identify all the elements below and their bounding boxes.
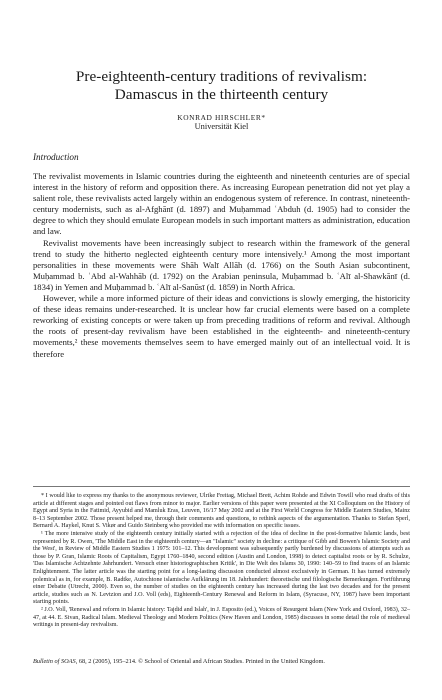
footnote: * I would like to express my thanks to the anonymous reviewer, Ulrike Freitag, Michael Brett, Achim Rohde and Edwin Towill who read drafts of this article at different stages and pointed out flaws from minor to major. Earlier versions of this paper were presented at the XI Colloquium on the History of Egypt and Syria in the Fatimid, Ayyubid and Mamluk Eras, Leuven, 16/17 May 2002 and at the First World Congress for Middle Eastern Studies, Mainz 8–13 September 2002. Those present helped me, through their comments and questions, to rethink aspects of the argumentation. Thanks to Stefan Sperl, Bernard A. Haykel, Knut S. Vikør and Guido Steinberg who provided me with information on specific issues.: [33, 493, 410, 530]
body-paragraph: However, while a more informed picture of their ideas and convictions is slowly emerging, the historicity of these ideas remains under-researched. It is unclear how far crucial elements were based on a complete reworking of existing concepts or were taken up from preceding traditions of reform and revival. Although the roots of present-day revivalism have been established in the eighteenth- and nineteenth-century movements,² these movements themselves seem to have emerged mainly out of an intellectual void. It is therefore: [33, 293, 410, 359]
section-heading: Introduction: [33, 152, 79, 162]
footnote: ² J.O. Voll, 'Renewal and reform in Islamic history: Tajdid and Islah', in J. Esposito (ed.), Voices of Resurgent Islam (New York and Oxford, 1983), 32–47, at 44. E. Sivan, Radical Islam. Medieval Theology and Modern Politics (New Haven and London, 1985) discusses in some detail the role of medieval writings in present-day revivalism.: [33, 606, 410, 629]
footnote-rule: [33, 486, 410, 487]
body-paragraph: The revivalist movements in Islamic countries during the eighteenth and nineteenth centuries are of special interest in the history of reform and opposition there. As increasing European penetration did not yet play a salient role, these revivalists acted largely within an endogenous system of reference. In contrast, nineteenth-century modernists, such as al-Afghānī (d. 1897) and Muḥammad ʿAbduh (d. 1905) had to consider the degree to which they should emulate European models in such important matters as administration, education and law.: [33, 171, 410, 237]
author-name: KONRAD HIRSCHLER*: [177, 113, 266, 122]
journal-name: Bulletin of SOAS: [33, 658, 76, 665]
journal-citation: , 68, 2 (2005), 195–214. © School of Oriental and African Studies. Printed in the United Kingdom.: [75, 658, 325, 665]
body-paragraph: Revivalist movements have been increasingly subject to research within the framework of the general trend to study the hitherto neglected eighteenth century more intensively.¹ Among the most important personalities in these movements were Shāh Walī Allāh (d. 1766) on the South Asian subcontinent, Muḥammad b. ʿAbd al-Wahhāb (d. 1792) on the Arabian peninsula, Muḥammad b. ʿAlī al-Shawkānī (d. 1834) in Yemen and Muḥammad b. ʿAlī al-Sanūsī (d. 1859) in North Africa.: [33, 237, 410, 292]
page-footer: [33, 658, 410, 666]
author-affiliation: Universität Kiel: [194, 122, 249, 131]
article-title: [33, 68, 410, 104]
title-line-2: Damascus in the thirteenth century: [114, 86, 329, 103]
footnotes: [33, 486, 410, 630]
footnote: ¹ The more intensive study of the eighteenth century initially started with a rejection of the idea of decline in the post-formative Islamic lands, best represented by R. Owen, 'The Middle East in the eighteenth century—an "Islamic" society in decline: a critique of Gibb and Bowen's Islamic Society and the West', in Review of Middle Eastern Studies 1 1975: 101–12. This development was subsequently partly burdened by discussions of attempts such as those by P. Gran, Islamic Roots of Capitalism, Egypt 1760–1840, second edition (Austin and London, 1998) to detect capitalist roots or by R. Schulze, 'Das Islamische Achtzehnte Jahrhundert. Versuch einer historiographischen Kritik', in Die Welt des Islams 30, 1990: 140–59 to find traces of an Islamic Enlightenment. The latter article was the starting point for a long-lasting discussion conducted almost exclusively in German. It has turned extremely polemical as in, for example, B. Radtke, Autochtone islamische Aufklärung im 18. Jahrhundert: theoretische und filologische Bemerkungen. Fortführung einer Debatte (Utrecht, 2000). Even so, the number of studies on the eighteenth century has increased during the last two decades and for the present article, studies such as N. Levtzion and J.O. Voll (eds), Eighteenth-Century Renewal and Reform in Islam, (Syracuse, NY, 1987) have been important starting points.: [33, 530, 410, 606]
title-line-1: Pre-eighteenth-century traditions of revivalism:: [75, 68, 368, 85]
